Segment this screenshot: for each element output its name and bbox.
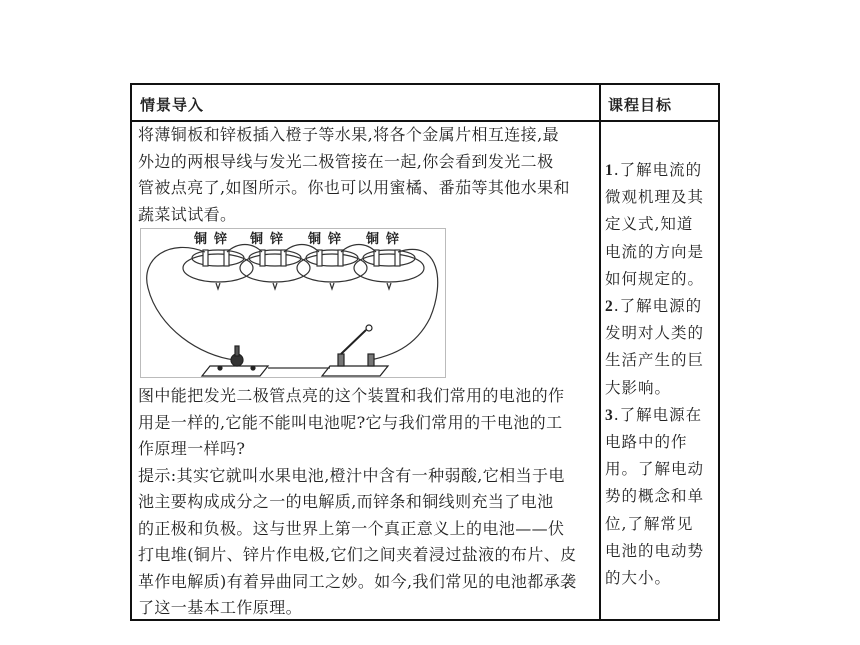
goal-1-line: 微观机理及其 — [605, 188, 705, 207]
label-copper-2: 铜 — [250, 232, 264, 247]
lead-left — [147, 247, 235, 360]
hint-line: 提示:其实它就叫水果电池,橙汁中含有一种弱酸,它相当于电 — [138, 465, 565, 485]
goal-2-line: 大影响。 — [605, 378, 672, 397]
fruit-battery-diagram — [140, 228, 446, 378]
goal-1-line: 电流的方向是 — [605, 242, 705, 261]
hint-line: 了这一基本工作原理。 — [138, 598, 303, 617]
question-line: 用是一样的,它能不能叫电池呢?它与我们常用的干电池的工 — [138, 412, 563, 432]
question-line: 图中能把发光二极管点亮的这个装置和我们常用的电池的作 — [138, 386, 565, 405]
goal-2-line: 2.了解电源的 — [605, 297, 703, 316]
fruit-battery-figure — [140, 228, 446, 378]
goal-1-number: 1 — [605, 162, 614, 179]
label-copper-1: 铜 — [194, 232, 208, 247]
intro-line: 蔬菜试试看。 — [138, 204, 237, 224]
orange-3 — [297, 250, 367, 289]
goal-2-number: 2 — [605, 298, 614, 316]
orange-4 — [354, 250, 424, 289]
intro-line: 外边的两根导线与发光二极管接在一起,你会看到发光二极 — [138, 151, 554, 171]
intro-text — [138, 122, 570, 228]
hint-line: 革作电解质)有着异曲同工之妙。如今,我们常见的电池都承袭 — [138, 571, 577, 591]
goal-3-line: 3.了解电源在 — [605, 405, 703, 424]
label-copper-4: 铜 — [366, 232, 380, 247]
orange-2 — [240, 250, 310, 289]
switch — [322, 325, 388, 376]
intro-line: 将薄铜板和锌板插入橙子等水果,将各个金属片相互连接,最 — [138, 125, 559, 144]
hint-line: 打电堆(铜片、锌片作电极,它们之间夹着浸过盐液的布片、皮 — [138, 545, 577, 564]
goal-1-line: 1.了解电流的 — [605, 161, 703, 179]
goal-3-line: 电池的电动势 — [605, 541, 705, 560]
intro-line: 管被点亮了,如图所示。你也可以用蜜橘、番茄等其他水果和 — [138, 178, 570, 197]
course-goals — [605, 157, 704, 592]
goals-header: 课程目标 — [608, 96, 673, 114]
goal-3-number: 3 — [605, 406, 614, 424]
goal-3-line: 的大小。 — [605, 569, 672, 588]
label-zinc-3: 锌 — [328, 232, 342, 247]
scenario-header: 情景导入 — [140, 96, 205, 114]
question-line: 作原理一样吗? — [138, 439, 246, 458]
goal-1-line: 定义式,知道 — [605, 215, 694, 234]
goal-3-line: 势的概念和单 — [605, 487, 705, 506]
question-text — [138, 383, 577, 622]
goal-3-line: 电路中的作 — [605, 433, 688, 452]
label-copper-3: 铜 — [308, 232, 322, 247]
label-zinc-1: 锌 — [214, 232, 228, 247]
column-divider — [599, 83, 601, 621]
goal-2-line: 生活产生的巨 — [605, 351, 705, 370]
goal-3-line: 用。了解电动 — [605, 460, 705, 479]
led-holder — [202, 346, 268, 376]
hint-line: 池主要构成成分之一的电解质,而锌条和铜线则充当了电池 — [138, 492, 554, 511]
goal-2-line: 发明对人类的 — [605, 324, 705, 343]
label-zinc-2: 锌 — [270, 232, 284, 247]
hint-line: 的正极和负极。这与世界上第一个真正意义上的电池——伏 — [138, 518, 565, 538]
goal-1-line: 如何规定的。 — [605, 269, 705, 288]
orange-1 — [183, 250, 253, 289]
goal-3-line: 位,了解常见 — [605, 514, 694, 533]
label-zinc-4: 锌 — [386, 232, 400, 247]
